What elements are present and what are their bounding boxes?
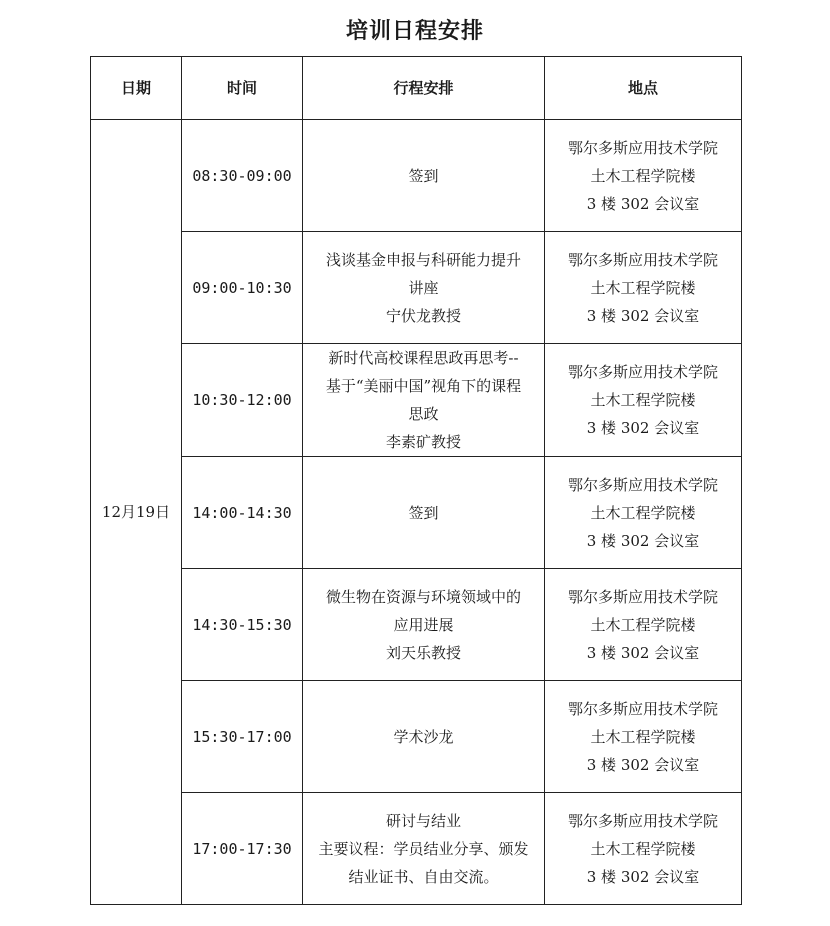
location-cell: [545, 232, 742, 344]
activity-line: 新时代高校课程思政再思考--: [328, 349, 519, 367]
location-line: 鄂尔多斯应用技术学院: [567, 475, 718, 494]
location-line: 3 楼 302 会议室: [586, 194, 700, 213]
time-cell: 14:30-15:30: [182, 569, 303, 681]
location-line: 土木工程学院楼: [590, 391, 696, 409]
location-cell: [545, 681, 742, 793]
location-cell: [545, 120, 742, 232]
location-line: 土木工程学院楼: [590, 166, 696, 185]
location-line: 鄂尔多斯应用技术学院: [567, 587, 718, 606]
table-row: [91, 232, 742, 344]
location-line: 鄂尔多斯应用技术学院: [567, 363, 718, 381]
table-body: [91, 120, 742, 905]
time-cell: 10:30-12:00: [182, 344, 303, 457]
activity-cell: [303, 457, 545, 569]
header-activity: 行程安排: [303, 57, 545, 120]
page-title: 培训日程安排: [345, 19, 484, 44]
activity-line: 浅谈基金申报与科研能力提升: [325, 250, 521, 269]
activity-line: 结业证书、自由交流。: [348, 867, 499, 886]
activity-line: 刘天乐教授: [385, 643, 461, 662]
activity-line: 思政: [408, 405, 439, 423]
location-line: 鄂尔多斯应用技术学院: [567, 699, 718, 718]
activity-cell: [303, 681, 545, 793]
date-cell: 12月19日: [91, 120, 182, 905]
location-line: 鄂尔多斯应用技术学院: [567, 250, 718, 269]
location-line: 3 楼 302 会议室: [586, 531, 700, 550]
activity-line: 签到: [408, 166, 439, 185]
location-cell: [545, 569, 742, 681]
location-line: 土木工程学院楼: [590, 839, 696, 858]
location-line: 3 楼 302 会议室: [586, 755, 700, 774]
location-line: 3 楼 302 会议室: [586, 306, 700, 325]
table-row: [91, 120, 742, 232]
location-cell: [545, 457, 742, 569]
location-line: 鄂尔多斯应用技术学院: [567, 138, 718, 157]
table-row: [91, 681, 742, 793]
location-cell: [545, 793, 742, 905]
table-row: [91, 344, 742, 457]
activity-line: 李素矿教授: [385, 433, 461, 451]
activity-cell: [303, 120, 545, 232]
activity-cell: [303, 569, 545, 681]
location-line: 土木工程学院楼: [590, 615, 696, 634]
time-cell: 17:00-17:30: [182, 793, 303, 905]
activity-line: 宁伏龙教授: [385, 306, 461, 325]
activity-cell: [303, 344, 545, 457]
location-line: 土木工程学院楼: [590, 278, 696, 297]
table-row: [91, 569, 742, 681]
activity-line: 研讨与结业: [385, 811, 461, 830]
activity-line: 基于“美丽中国”视角下的课程: [325, 377, 522, 395]
location-cell: [545, 344, 742, 457]
table-row: [91, 793, 742, 905]
location-line: 3 楼 302 会议室: [586, 419, 700, 437]
location-line: 3 楼 302 会议室: [586, 643, 700, 662]
header-date: 日期: [91, 57, 182, 120]
activity-line: 讲座: [408, 278, 439, 297]
activity-line: 学术沙龙: [393, 727, 454, 746]
location-line: 土木工程学院楼: [590, 727, 696, 746]
time-cell: 08:30-09:00: [182, 120, 303, 232]
header-time: 时间: [182, 57, 303, 120]
activity-cell: [303, 232, 545, 344]
time-cell: 15:30-17:00: [182, 681, 303, 793]
activity-line: 签到: [408, 503, 439, 522]
table-header-row: [91, 57, 742, 120]
header-location: 地点: [545, 57, 742, 120]
activity-line: 应用进展: [393, 615, 454, 634]
activity-line: 微生物在资源与环境领域中的: [325, 587, 521, 606]
time-cell: 14:00-14:30: [182, 457, 303, 569]
time-cell: 09:00-10:30: [182, 232, 303, 344]
activity-cell: [303, 793, 545, 905]
location-line: 鄂尔多斯应用技术学院: [567, 811, 718, 830]
location-line: 土木工程学院楼: [590, 503, 696, 522]
location-line: 3 楼 302 会议室: [586, 867, 700, 886]
activity-line: 主要议程：学员结业分享、颁发: [318, 839, 529, 858]
schedule-table: [90, 56, 742, 905]
table-row: [91, 457, 742, 569]
